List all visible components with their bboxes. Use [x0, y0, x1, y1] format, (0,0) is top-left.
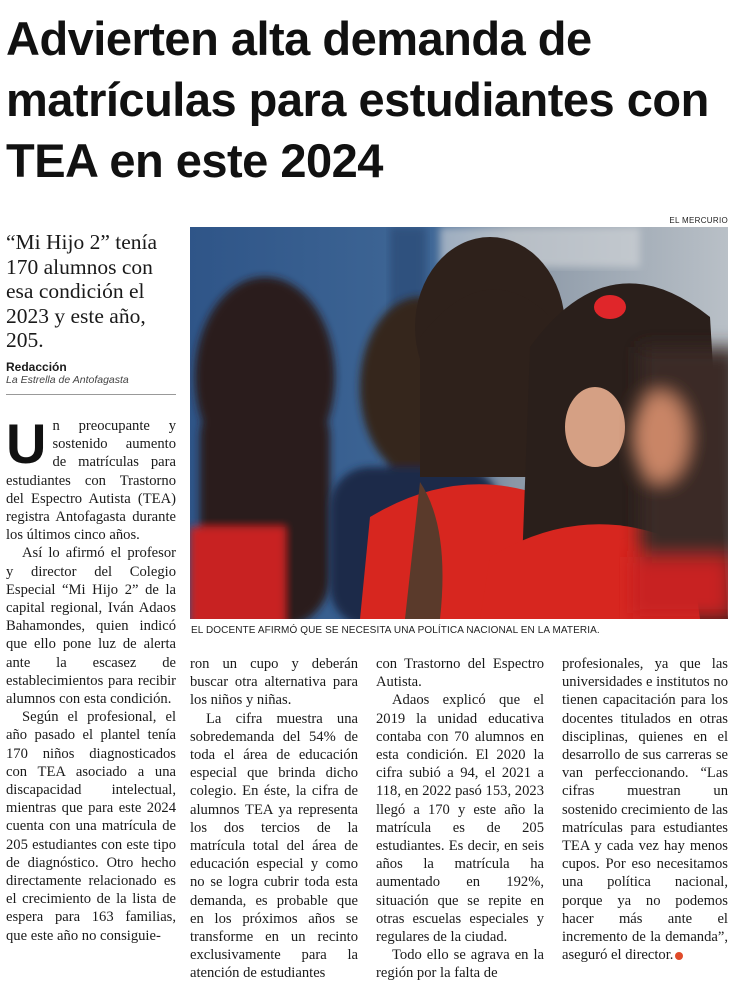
paragraph-text: profesionales, ya que las universidades e institutos no tienen capacitación para los docentes titulados en otras disciplinas, quienes en el desarrollo de sus carreras se van perfeccionando. “Las cifras muestran un sostenido crecimiento de las matrículas para estudiantes TEA y cada vez hay menos cupos. Por eso necesitamos una política nacional, porque ya no podemos hacer más ante el incremento de la demanda”, aseguró el director.	[562, 656, 728, 964]
dropcap: U	[6, 412, 47, 475]
article-photo	[190, 227, 728, 619]
paragraph: Así lo afirmó el profesor y director del Colegio Especial “Mi Hijo 2” de la capital regional, Iván Adaos Bahamondes, quien indicó que ello pone luz de alerta ante la escasez de establecimientos para recibir alumnos con esta condición.	[6, 545, 176, 708]
body-column-3	[376, 655, 544, 983]
body-column-2	[190, 655, 358, 983]
paragraph: La cifra muestra una sobredemanda del 54% de toda el área de educación especial que brinda dicho colegio. En éste, la cifra de alumnos TEA ya representa los dos tercios de la matrícula total del área de educación especial y como no se logra cubrir toda esta demanda, es probable que en los próximos años se transforme en un recinto exclusivamente para la atención de estudiantes	[190, 710, 358, 982]
deck-subtitle: “Mi Hijo 2” tenía 170 alumnos con esa condición el 2023 y este año, 205.	[6, 230, 158, 352]
photo-credit: EL MERCURIO	[669, 216, 728, 225]
byline	[6, 360, 176, 387]
paragraph: ron un cupo y deberán buscar otra alternativa para los niños y niñas.	[190, 656, 358, 709]
students-photo-illustration	[190, 227, 728, 619]
paragraph: Según el profesional, el año pasado el plantel tenía 170 niños diagnosticados con TEA asociado a una discapacidad intelectual, mientras que para este 2024 cuenta con una matrícula de 205 estudiantes con este tipo de diagnóstico. Otro hecho directamente relacionado es el crecimiento de la lista de espera para 163 familias, que este año no consiguie-	[6, 709, 176, 944]
paragraph	[562, 655, 728, 964]
paragraph: Adaos explicó que el 2019 la unidad educativa contaba con 70 alumnos en esta condición. El 2020 la cifra subió a 94, el 2021 a 118, en 2022 pasó 153, 2023 llegó a 170 y este año la matrícula es de 205 estudiantes. Es decir, en seis años la matrícula ha aumentado en 192%, situación que se repite en otras escuelas especiales y regulares de la ciudad.	[376, 692, 544, 946]
byline-publication: La Estrella de Antofagasta	[6, 374, 129, 386]
paragraph: con Trastorno del Espectro Autista.	[376, 656, 544, 691]
photo-caption: EL DOCENTE AFIRMÓ QUE SE NECESITA UNA POLÍTICA NACIONAL EN LA MATERIA.	[191, 625, 600, 636]
headline: Advierten alta demanda de matrículas para estudiantes con TEA en este 2024	[6, 12, 709, 187]
paragraph: Todo ello se agrava en la región por la falta de	[376, 947, 544, 982]
body-column-4	[562, 655, 728, 964]
divider	[6, 394, 176, 395]
end-mark-icon	[675, 952, 683, 960]
body-column-1	[6, 412, 176, 945]
paragraph-text: n preocupante y sostenido aumento de matrículas para estudiantes con Trastorno del Espectro Autista (TEA) registra Antofagasta durante los últimos cinco años.	[6, 418, 176, 544]
paragraph	[6, 412, 176, 544]
byline-author: Redacción	[6, 360, 67, 374]
